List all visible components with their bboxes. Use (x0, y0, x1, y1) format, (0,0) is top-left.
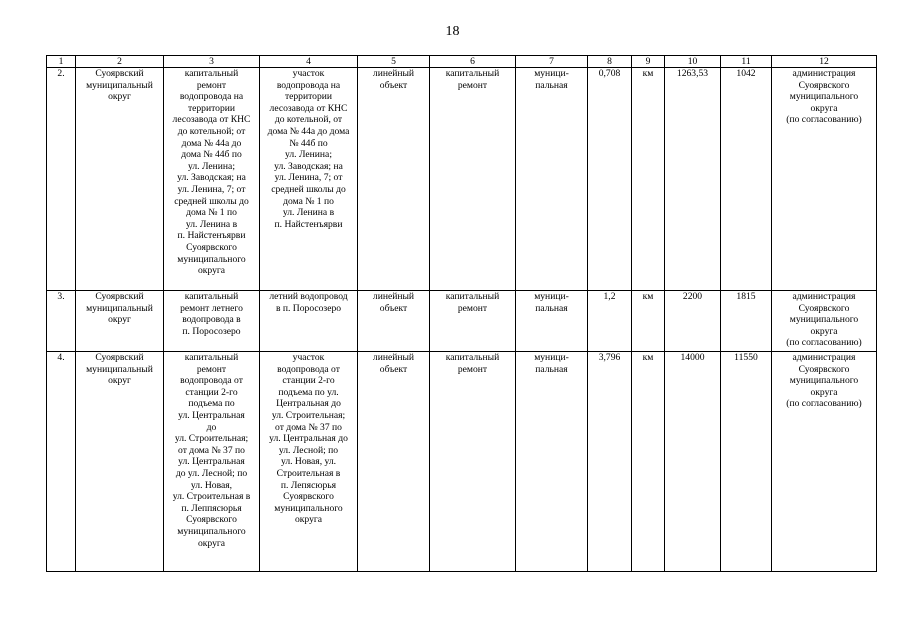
district-cell: Суоярвский муниципальный округ (76, 68, 164, 291)
cost2-cell: 11550 (721, 352, 772, 572)
column-header: 4 (260, 56, 358, 68)
row-number: 2. (47, 68, 76, 291)
column-header: 9 (632, 56, 665, 68)
row-number: 3. (47, 291, 76, 352)
cost2-cell: 1042 (721, 68, 772, 291)
column-header: 6 (430, 56, 516, 68)
work-type-cell: капитальный ремонт (430, 352, 516, 572)
work-type-cell: капитальный ремонт (430, 291, 516, 352)
column-header: 10 (665, 56, 721, 68)
district-cell: Суоярвский муниципальный округ (76, 352, 164, 572)
row-number: 4. (47, 352, 76, 572)
cost-cell: 1263,53 (665, 68, 721, 291)
cost-cell: 2200 (665, 291, 721, 352)
page-number: 18 (445, 24, 460, 39)
table-row (47, 291, 877, 352)
column-header: 7 (516, 56, 588, 68)
responsible-cell: администрация Суоярвского муниципального округа (по согласованию) (772, 291, 877, 352)
length-cell: 3,796 (588, 352, 632, 572)
column-number-row (47, 56, 877, 68)
object-type-cell: линейный объект (358, 68, 430, 291)
unit-cell: км (632, 68, 665, 291)
work-name-cell: капитальный ремонт водопровода на территории лесозавода от КНС до котельной; от дома № 44а до дома № 44б по ул. Ленина; ул. Заводская; на ул. Ленина, 7; от средней школы до дома № 1 по ул. Ленина в п. Найстенъярви Суоярвского муниципального округа (164, 68, 260, 291)
length-cell: 0,708 (588, 68, 632, 291)
data-table (46, 55, 877, 572)
cost2-cell: 1815 (721, 291, 772, 352)
ownership-cell: муници- пальная (516, 352, 588, 572)
object-type-cell: линейный объект (358, 352, 430, 572)
column-header: 3 (164, 56, 260, 68)
ownership-cell: муници- пальная (516, 291, 588, 352)
responsible-cell: администрация Суоярвского муниципального округа (по согласованию) (772, 352, 877, 572)
column-header: 5 (358, 56, 430, 68)
length-cell: 1,2 (588, 291, 632, 352)
table-row (47, 352, 877, 572)
object-cell: участок водопровода на территории лесозавода от КНС до котельной, от дома № 44а до дома № 44б по ул. Ленина; ул. Заводская; на ул. Ленина, 7; от средней школы до дома № 1 по ул. Ленина в п. Найстенъярви (260, 68, 358, 291)
object-type-cell: линейный объект (358, 291, 430, 352)
column-header: 1 (47, 56, 76, 68)
work-name-cell: капитальный ремонт летнего водопровода в п. Поросозеро (164, 291, 260, 352)
object-cell: летний водопровод в п. Поросозеро (260, 291, 358, 352)
unit-cell: км (632, 352, 665, 572)
column-header: 12 (772, 56, 877, 68)
column-header: 11 (721, 56, 772, 68)
unit-cell: км (632, 291, 665, 352)
column-header: 2 (76, 56, 164, 68)
work-type-cell: капитальный ремонт (430, 68, 516, 291)
ownership-cell: муници- пальная (516, 68, 588, 291)
work-name-cell: капитальный ремонт водопровода от станции 2-го подъема по ул. Центральная до ул. Строительная; от дома № 37 по ул. Центральная до ул. Лесной; по ул. Новая, ул. Строительная в п. Леппясюрья Суоярвского муниципального округа (164, 352, 260, 572)
object-cell: участок водопровода от станции 2-го подъема по ул. Центральная до ул. Строительная; от дома № 37 по ул. Центральная до ул. Лесной; по ул. Новая, ул. Строительная в п. Лепясюрья Суоярвского муниципального округа (260, 352, 358, 572)
district-cell: Суоярвский муниципальный округ (76, 291, 164, 352)
responsible-cell: администрация Суоярвского муниципального округа (по согласованию) (772, 68, 877, 291)
column-header: 8 (588, 56, 632, 68)
cost-cell: 14000 (665, 352, 721, 572)
table-row (47, 68, 877, 291)
